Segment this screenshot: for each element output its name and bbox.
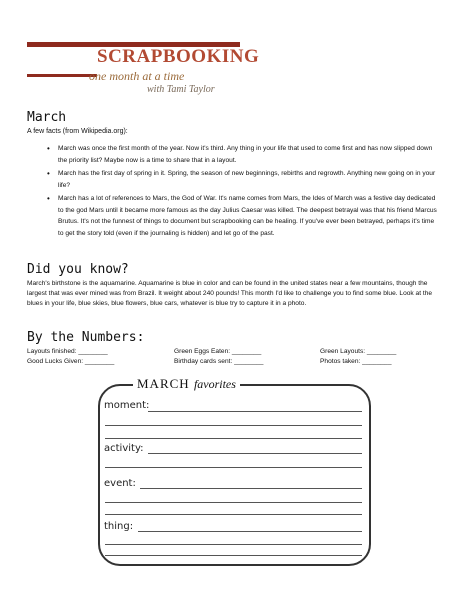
layouts-finished-field: Layouts finished: ________ [27, 348, 108, 355]
list-item [27, 143, 437, 166]
green-eggs-field: Green Eggs Eaten: ________ [174, 348, 262, 355]
favorite-moment-label: moment: [104, 400, 150, 411]
photos-taken-field: Photos taken: ________ [320, 358, 392, 365]
fact-text: March has the first day of spring in it. Spring, the season of new beginnings, rebirths and regrowth. Anything new going on in your life? [58, 170, 436, 189]
bullet-icon: • [47, 169, 50, 178]
favorites-title-word: favorites [193, 377, 236, 391]
bullet-icon: • [47, 194, 50, 203]
march-intro: A few facts (from Wikipedia.org): [27, 128, 128, 135]
list-item [27, 193, 437, 239]
march-heading: March [27, 110, 67, 125]
list-item [27, 168, 437, 191]
header-banner [27, 42, 260, 100]
event-line [105, 514, 362, 515]
moment-line [148, 411, 362, 412]
banner-title: SCRAPBOOKING [97, 46, 260, 67]
banner-subtitle: one month at a time [89, 69, 185, 83]
moment-line [105, 438, 362, 439]
bullet-icon: • [47, 144, 50, 153]
activity-line [148, 453, 362, 454]
banner-author: with Tami Taylor [147, 84, 215, 95]
birthday-cards-field: Birthday cards sent: ________ [174, 358, 264, 365]
green-layouts-field: Green Layouts: ________ [320, 348, 397, 355]
good-lucks-field: Good Lucks Given: ________ [27, 358, 115, 365]
did-you-know-heading: Did you know? [27, 262, 129, 277]
event-line [140, 488, 362, 489]
march-facts-list [27, 143, 437, 241]
fact-text: March was once the first month of the year. Now it's third. Any thing in your life that used to come first and has now slipped down the priority list? Maybe now is a time to share that in a layout. [58, 145, 433, 164]
thing-line [105, 544, 362, 545]
favorite-activity-label: activity: [104, 443, 144, 454]
banner-side-bar [27, 74, 97, 77]
numbers-heading: By the Numbers: [27, 330, 145, 345]
favorite-event-label: event: [104, 478, 136, 489]
thing-line [138, 531, 362, 532]
did-you-know-text: March's birthstone is the aquamarine. Aquamarine is blue in color and can be found in the united states near a few mountains, though the largest that was ever mined was from Brazil. It weight about 240 pounds! This month I'd like to challenge you to find some blue. Look at the blues in your life, blue skies, blue flowers, blue cars, whatever is blue try to capture it in a photo. [27, 280, 433, 307]
favorites-title [133, 376, 240, 392]
moment-line [105, 425, 362, 426]
thing-line [105, 555, 362, 556]
favorite-thing-label: thing: [104, 521, 134, 532]
activity-line [105, 467, 362, 468]
favorites-title-month: MARCH [137, 376, 190, 391]
event-line [105, 502, 362, 503]
fact-text: March has a lot of references to Mars, the God of War. It's name comes from Mars, the Ides of March was a festive day dedicated to the god Mars until it became more famous as the day Julius Caesar was killed. The deepest betrayal was that his friend Marcus Brutus. It's not the funnest of things to document but scrapbooking can be healing. If you've ever been betrayed, perhaps it's time to get the story told (even if the journaling is hidden) and let go of the past. [58, 195, 437, 237]
